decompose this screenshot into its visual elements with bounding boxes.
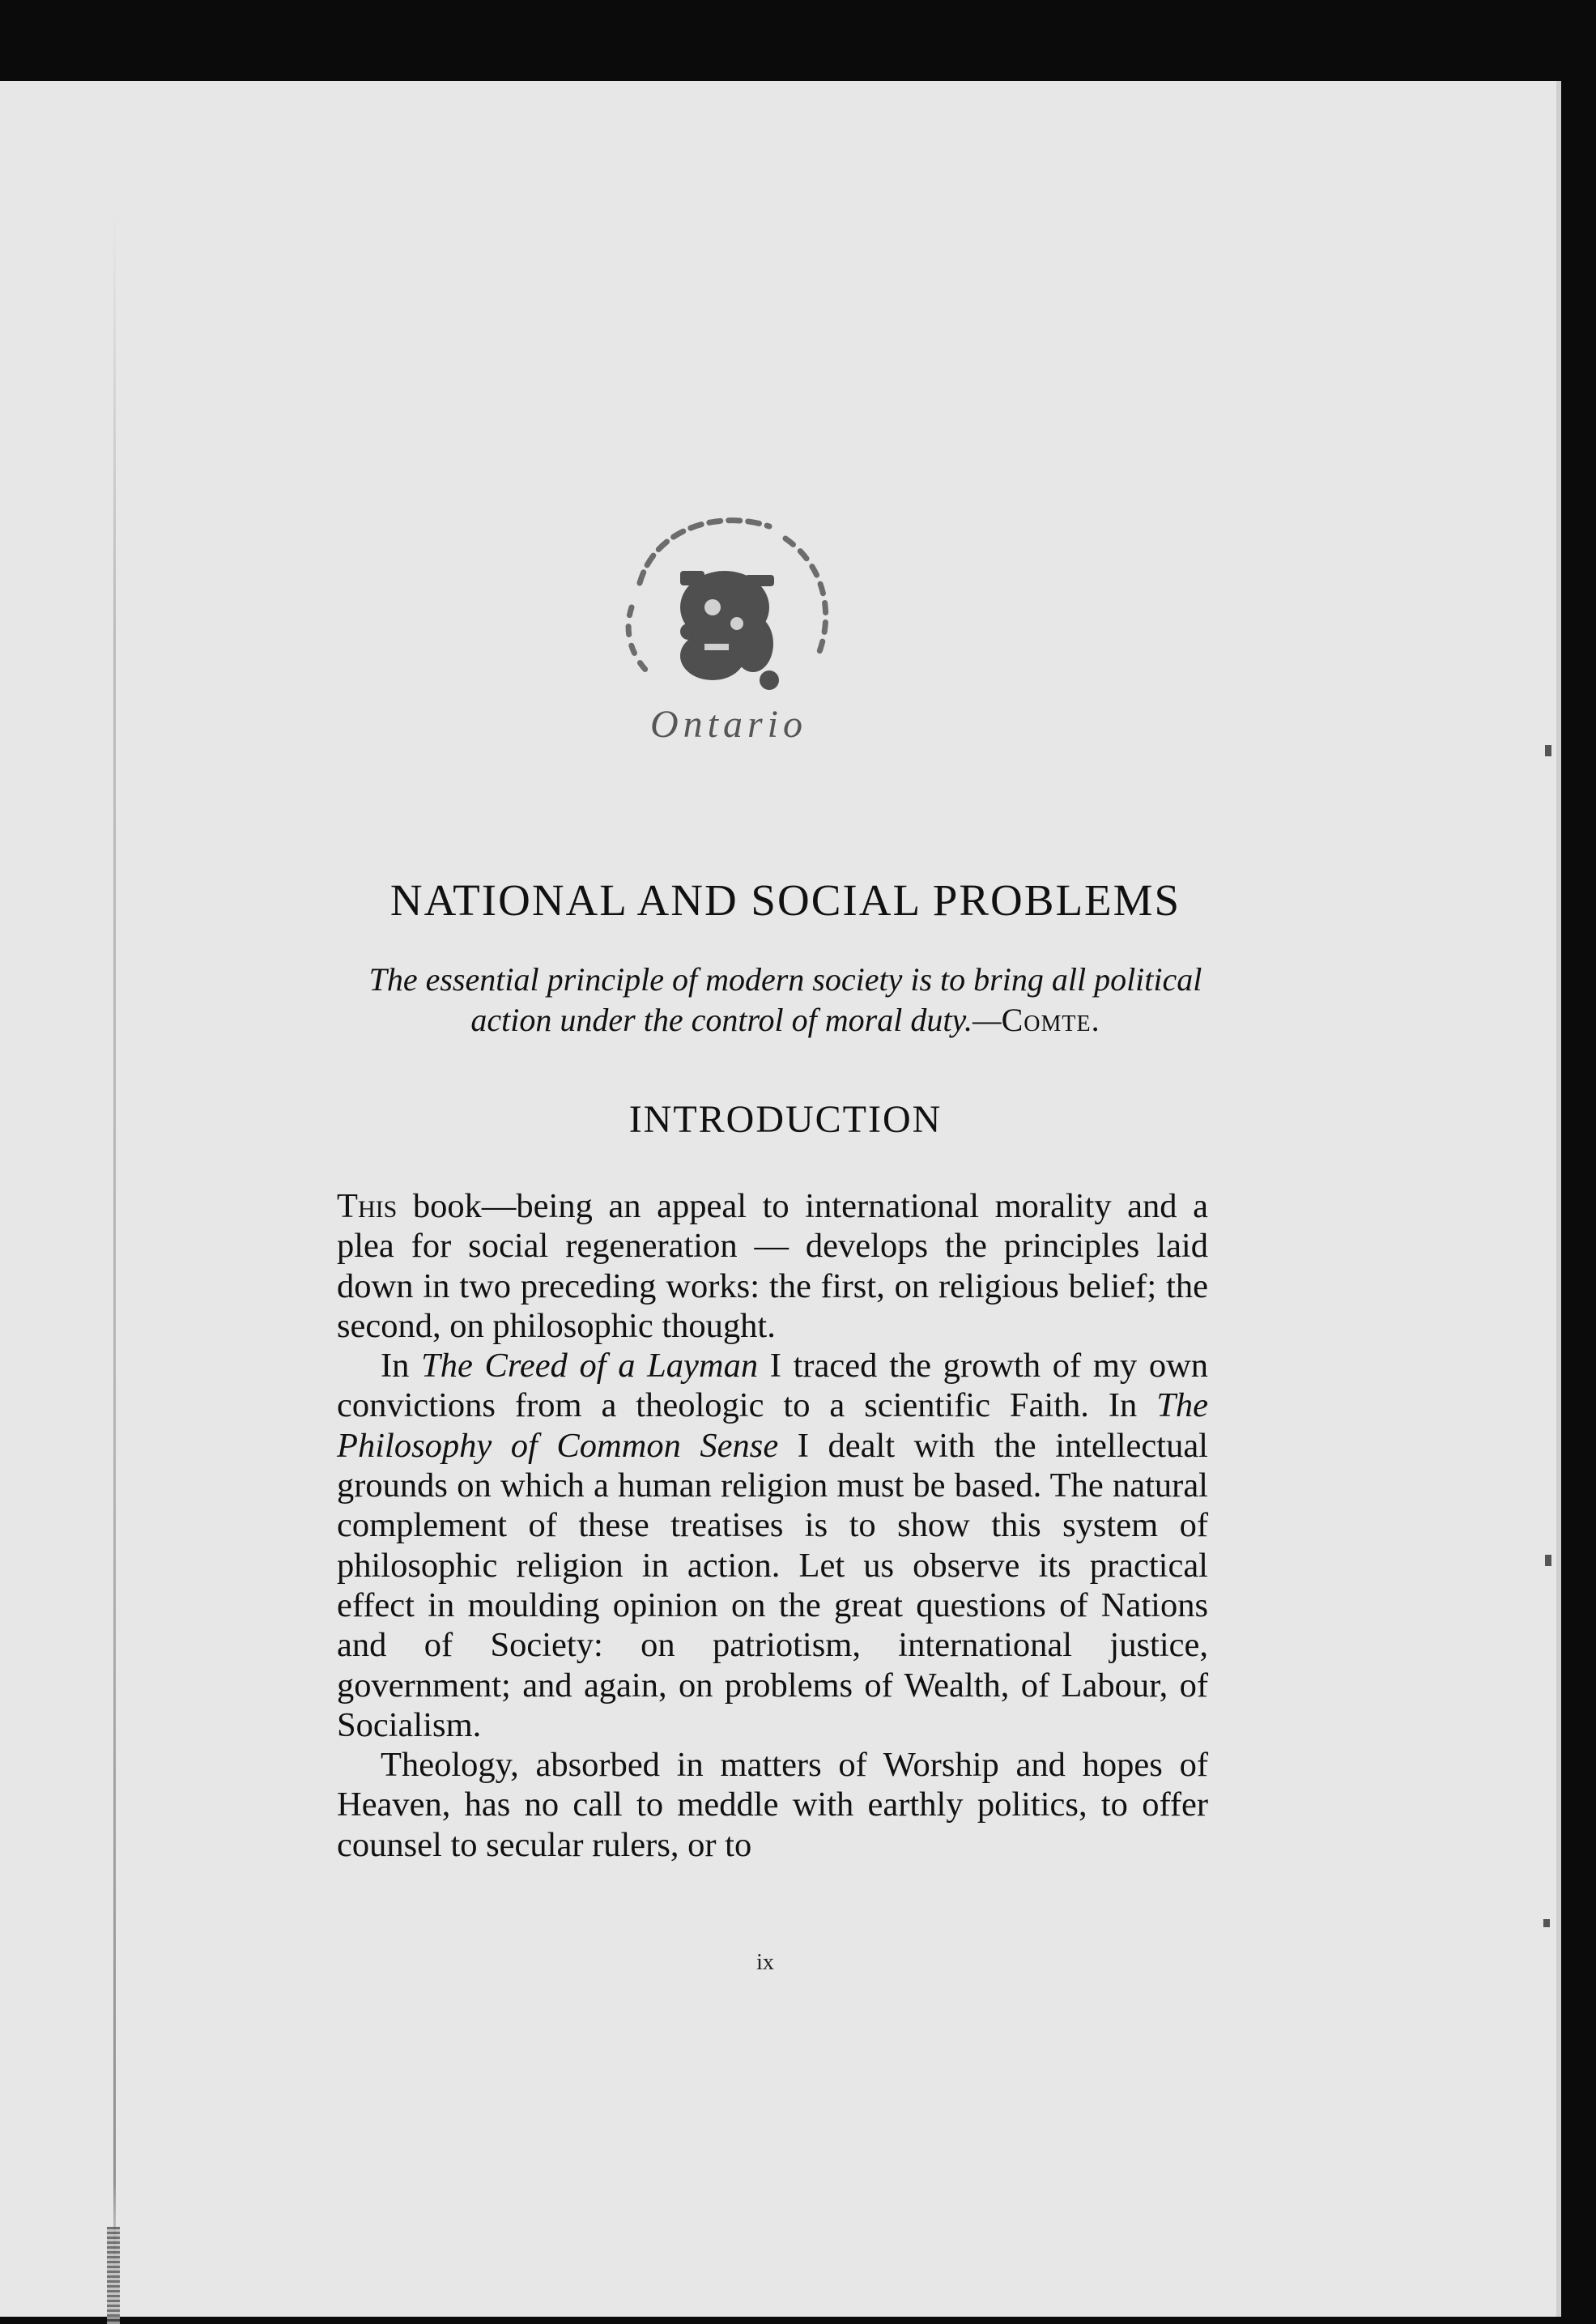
book-page (0, 81, 1561, 2317)
epigraph-text: The essential principle of modern society is to bring all political action under the control of moral duty.— (368, 961, 1202, 1038)
paragraph-text: Theology, absorbed in matters of Worship and hopes of Heaven, has no call to meddle with earthly politics, to offer counsel to secular rulers, or to (337, 1746, 1208, 1864)
paragraph-lead: This (337, 1187, 398, 1225)
page-number: ix (756, 1950, 774, 1975)
work-title: The Philosophy of Common Sense (337, 1386, 1208, 1465)
paragraph-text: I traced the growth of my own convictions from a theologic to a scientific Faith. In (337, 1347, 1209, 1425)
book-title: NATIONAL AND SOCIAL PROBLEMS (389, 875, 1181, 925)
body-text (337, 1186, 1208, 1865)
edge-mark (1543, 1919, 1550, 1927)
work-title: The Creed of a Layman (421, 1347, 759, 1385)
edge-mark (1545, 1555, 1551, 1566)
section-heading: INTRODUCTION (628, 1098, 943, 1141)
paragraph-text: I dealt with the intellectual grounds on which a human religion must be based. The natural complement of these treatises is to show this system of philosophic religion in action. Let us observe its practical effect in moulding opinion on the great questions of Nations and of Society: on patriotism, international justice, government; and again, on problems of Wealth, of Labour, of Socialism. (337, 1426, 1208, 1744)
paragraph-3 (337, 1745, 1208, 1865)
epigraph-author: Comte. (1001, 1002, 1100, 1038)
library-stamp (583, 494, 875, 761)
gutter-shadow (113, 211, 116, 2284)
paragraph-text: book—being an appeal to international morality and a plea for social regeneration — develops the principles laid down in two preceding works: the first, on religious belief; the second, on philosophic thought. (337, 1187, 1208, 1345)
paragraph-2 (337, 1346, 1208, 1745)
paragraph-text: In (381, 1347, 422, 1385)
library-stamp-icon (583, 494, 875, 761)
epigraph (348, 960, 1223, 1041)
stamp-caption: Ontario (649, 703, 808, 746)
paragraph-1 (337, 1186, 1208, 1346)
binding-mark (107, 2227, 120, 2324)
edge-mark (1545, 745, 1551, 756)
